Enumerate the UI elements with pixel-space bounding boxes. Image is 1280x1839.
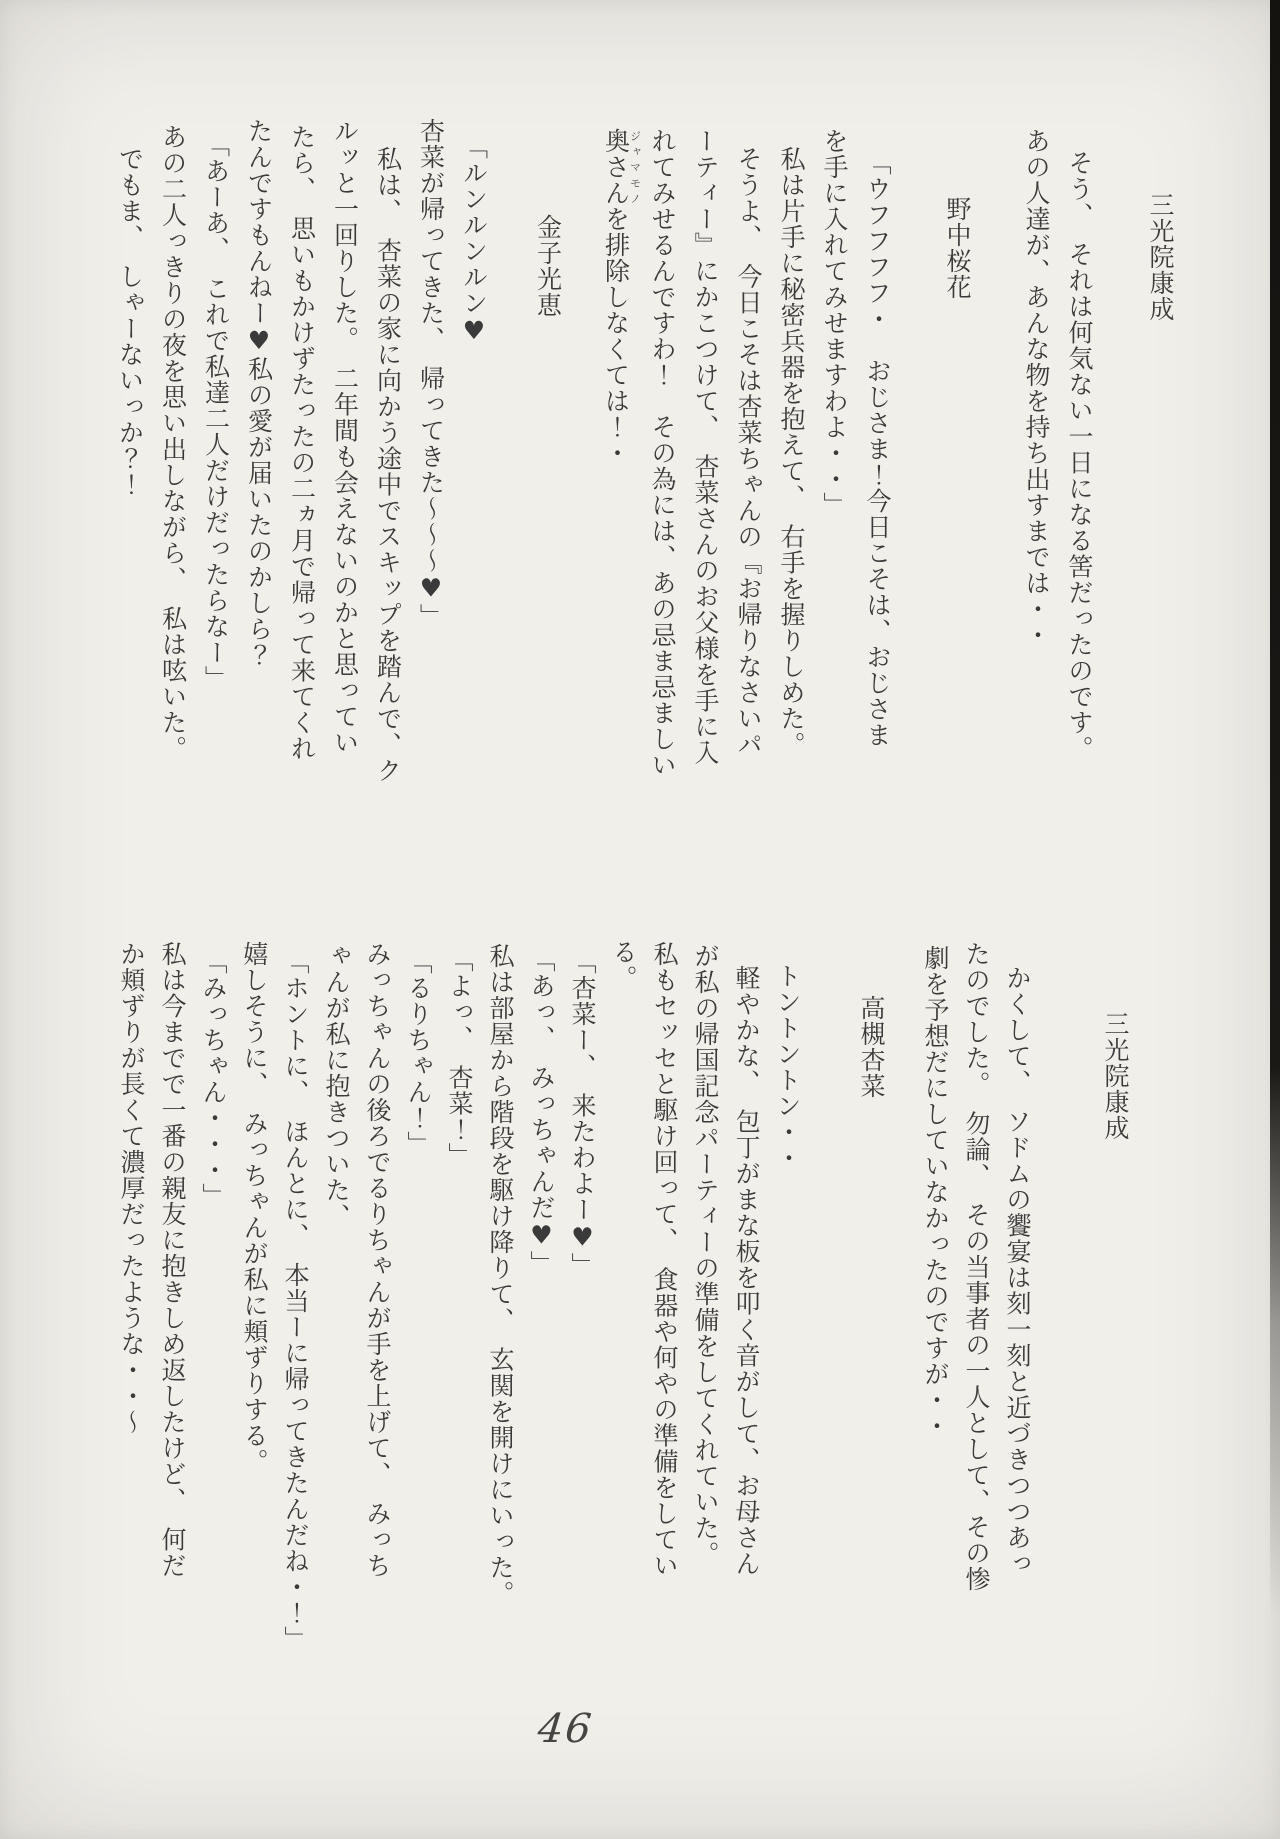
dialog-column: 「みっちゃん・・・」 (199, 949, 228, 1209)
narration-column: 私は今までで一番の親友に抱きしめ返したけど、 何だ (158, 941, 187, 1579)
ruby-base: 奥さん (601, 128, 631, 206)
narration-column: たら、 思いもかけずたったの二ヵ月で帰って来てくれ (287, 124, 317, 762)
narration-column: 劇を予想だにしていなかったのですが・・ (921, 945, 950, 1439)
narration-column: 私もセッセと駆け回って、 食器や何やの準備をしてい (650, 941, 679, 1579)
page-number: 46 (535, 1706, 596, 1752)
dialog-column: 「ウフフフフ・ おじさま！今日こそは、おじさま (863, 150, 892, 748)
dialog-column: 「杏菜ー、 来たわよー♥」 (568, 949, 597, 1279)
narration-column: 私は片手に秘密兵器を抱えて、 右手を握りしめた。 (777, 146, 806, 758)
dialog-column: 「るりちゃん！」 (404, 949, 433, 1157)
narration-column: 私は、 杏菜の家に向かう途中でスキップを踏んで、ク (373, 146, 403, 784)
author-name: 三光院康成 (1101, 1011, 1130, 1141)
dialog-column: 「ルンルンルン♥ (459, 134, 489, 346)
narration-column: みっちゃんの後ろでるりちゃんが手を上げて、 みっち (363, 941, 392, 1579)
author-name: 野中桜花 (943, 196, 972, 300)
narration-column: 嬉しそうに、 みっちゃんが私に頬ずりする。 (240, 941, 269, 1475)
dialog-column: 「ホントに、 ほんとに、 本当ーに帰ってきたんだね・！」 (281, 949, 310, 1652)
scan-edge-shadow (1270, 0, 1280, 1839)
narration-column: ーティー』にかこつけて、 杏菜さんのお父様を手に入 (691, 128, 720, 766)
top-text-section (90, 112, 1202, 832)
narration-column: そうよ、 今日こそは杏菜ちゃんの『お帰りなさいパ (734, 146, 763, 758)
dialog-column: を手に入れてみせますわよ・・」 (820, 128, 849, 518)
author-name: 三光院康成 (1146, 192, 1175, 322)
narration-column: 私は部屋から階段を駆け降りて、 玄関を開けにいった。 (486, 943, 515, 1607)
narration-column: かくして、 ソドムの饗宴は刻一刻と近づきつつあっ (1003, 965, 1032, 1577)
narration-column: たんですもんねー♥私の愛が届いたのかしら？ (244, 118, 274, 668)
sfx-column: トントントン・・ (773, 963, 802, 1171)
narration-column: る。 (609, 939, 638, 991)
narration-column: あの人達が、あんな物を持ち出すまでは・・ (1022, 128, 1051, 648)
narration-text: を排除しなくては！・ (601, 206, 631, 466)
narration-column: でもま、 しゃーないっか？！ (115, 146, 145, 498)
ruby-annotated-column (595, 112, 642, 832)
narration-column: そう、 それは何気ない一日になる筈だったのです。 (1065, 150, 1094, 762)
ruby-word (601, 128, 642, 206)
narration-column: 軽やかな、 包丁がまな板を叩く音がして、お母さん (732, 965, 761, 1577)
dialog-column: 「あっ、 みっちゃんだ♥」 (527, 947, 556, 1277)
narration-column: ルッと一回りした。 二年間も会えないのかと思ってい (330, 118, 360, 756)
ruby-furigana: ジャマモノ (628, 128, 642, 206)
narration-column: が私の帰国記念パーティーの準備をしてくれていた。 (691, 943, 720, 1567)
author-name: 高槻杏菜 (857, 995, 886, 1099)
narration-column: あの二人っきりの夜を思い出しながら、 私は呟いた。 (158, 124, 188, 762)
author-name: 金子光恵 (533, 214, 563, 318)
narration-column: たのでした。 勿論、 その当事者の一人として、その惨 (962, 941, 991, 1592)
narration-column: れてみせるんですわ！ その為には、あの忌ま忌ましい (648, 128, 677, 778)
dialog-column: 「よっ、 杏菜！」 (445, 947, 474, 1169)
narration-column: か頬ずりが長くて濃厚だったような・・〜 (117, 941, 146, 1435)
narration-column: ゃんが私に抱きついた、 (322, 943, 351, 1229)
dialog-column: 「あーあ、 これで私達二人だけだったらなー」 (201, 132, 231, 692)
dialog-column: 杏菜が帰ってきた、 帰ってきた〜〜〜♥」 (416, 118, 446, 630)
bottom-text-section (90, 935, 1202, 1685)
